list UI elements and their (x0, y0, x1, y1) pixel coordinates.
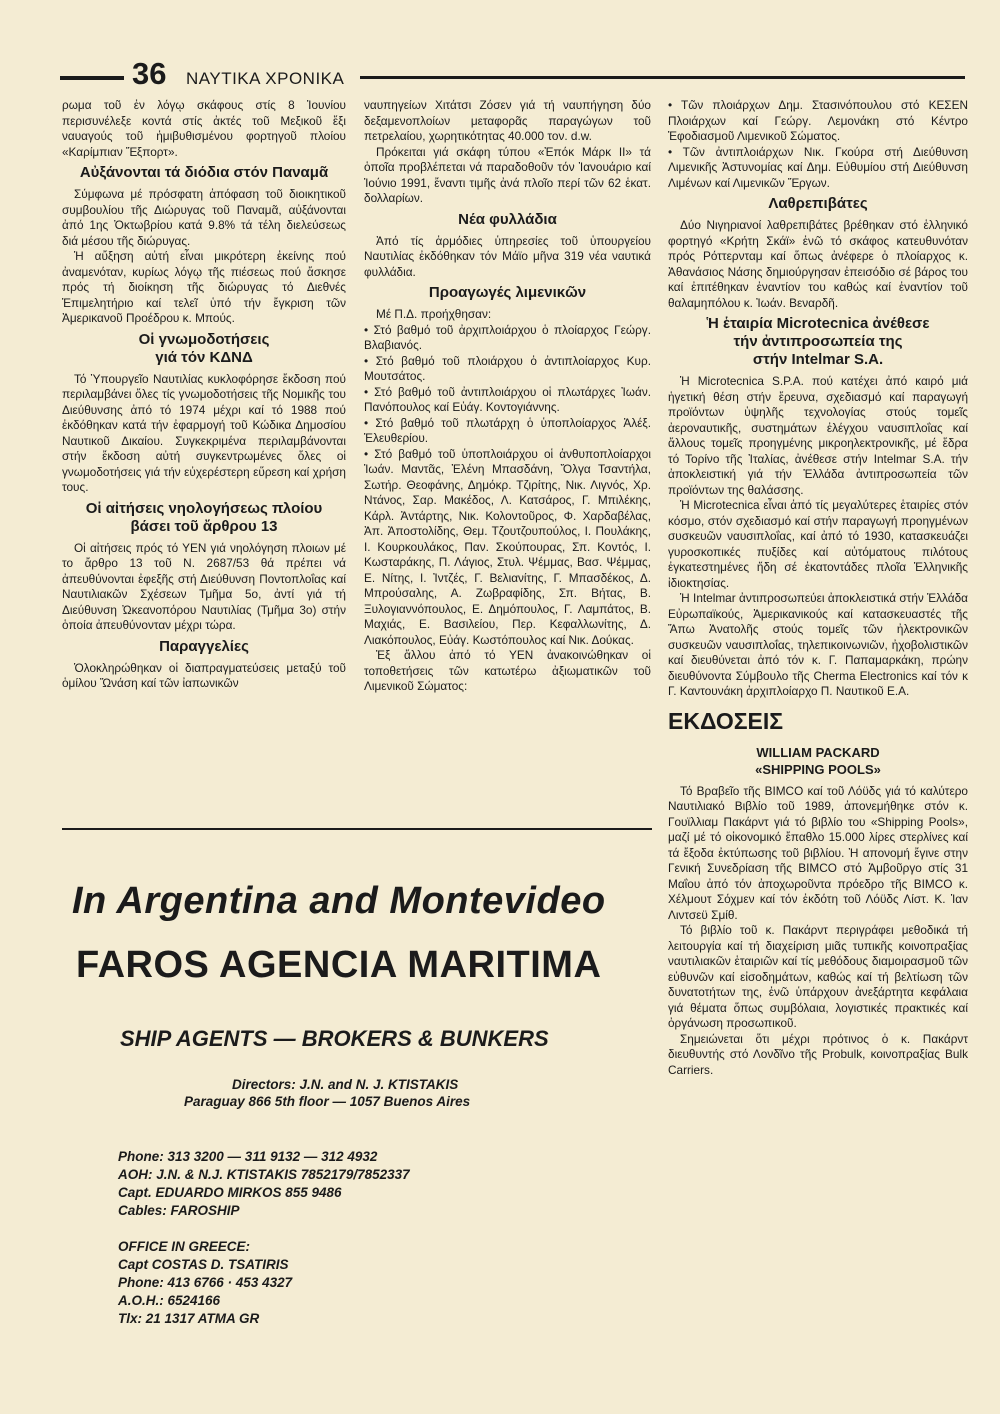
section-heading: Νέα φυλλάδια (458, 210, 557, 228)
paragraph: Σύμφωνα μέ πρόσφατη ἀπόφαση τοῦ διοικητικοῦ συμβουλίου τῆς Διώρυγας τοῦ Παναμᾶ, αὐξάνονται ἀπό 1ης Ὀκτωβρίου κατά 9.8% τά τέλη διελεύσεως διά μέσου τῆς διώρυγας. (62, 187, 346, 248)
ad-headline: In Argentina and Montevideo (72, 880, 606, 922)
paragraph: Ὁλοκληρώθηκαν οἱ διαπραγματεύσεις μεταξύ τοῦ ὁμίλου Ὤνάση καί τῶν ἰαπωνικῶν (62, 660, 346, 690)
heading-line: Οἱ γνωμοδοτήσεις (138, 330, 270, 348)
paragraph: Σημειώνεται ὅτι μέχρι πρότινος ὁ κ. Πακάρντ διευθυντής στό Λονδῖνο τῆς Probulk, κοινοπραξίας Bulk Carriers. (668, 1031, 968, 1077)
page-header (60, 56, 965, 92)
book-title: «SHIPPING POOLS» (755, 761, 881, 777)
section-heading (62, 500, 346, 536)
list-item: • Στό βαθμό τοῦ ὑποπλοιάρχου οἱ ἀνθυποπλοίαρχοι Ἰωάν. Μαντᾶς, Ἑλένη Μπασδάνη, Ὄλγα Τσαντήλα, Σωτήρ. Θεοφάνης, Δημόκρ. Τζιρίτης, Νικ. Λιγνός, Χρ. Ντάνος, Σαρ. Μακέδος, Λ. Κατσάρος, Γ. Μπιλέκης, Κάρλ. Ἀντάρτης, Νικ. Κολοντοῦρος, Φ. Χαρδαβέλας, Ἀπ. Ἀποστολίδης, Θεμ. Τζουτζουπούλος, Ι. Πουλάκης, Ι. Κουρκουλάκος, Παν. Σκούπουρας, Σπ. Κοντός, Ι. Κωσταράκης, Π. Λάγιος, Στυλ. Ψέμμας, Βασ. Ψέμμας, Ε. Νίτης, Ι. Ἰντζές, Γ. Βελιανίτης, Γ. Μπασδέκος, Δ. Μπρούσαλης, Α. Ζωβραφίδης, Σπ. Βήτας, Β. Ξυλογιαννόπουλος, Ε. Δημόπουλος, Γ. Λαμπάτος, Β. Μαχιάς, Ε. Βασιλείου, Περ. Κεφαλλωνίτης, Δ. Λιακόπουλος, Εὐάγ. Κωστόπουλος καί Νικ. Δούκας. (364, 447, 651, 649)
section-heading: Αὐξάνονται τά διόδια στόν Παναμᾶ (79, 164, 329, 181)
book-heading (668, 744, 968, 778)
ad-office-capt: Capt COSTAS D. TSATIRIS (118, 1257, 289, 1272)
list-item: • Στό βαθμό τοῦ πλωτάρχη ὁ ὑποπλοίαρχος Ἀλέξ. Ἐλευθερίου. (364, 416, 651, 447)
section-heading: Παραγγελίες (159, 637, 249, 655)
editions-heading: ΕΚΔΟΣΕΙΣ (668, 707, 784, 734)
paragraph: Μέ Π.Δ. προήχθησαν: (376, 307, 492, 321)
paragraph: Ἡ αὔξηση αὐτή εἶναι μικρότερη ἐκείνης πού ἀναμενόταν, κυρίως λόγῳ τῆς πιέσεως πού ἄσκησε πρός τή διοίκηση τῆς διώρυγας τό Διεθνές Ἐπιμελητήριο καί τελεῖ ὑπό τήν ἔγκριση τῶν Ἀμερικανοῦ Προέδρου κ. Μπούς. (62, 249, 346, 325)
ad-company-name: FAROS AGENCIA MARITIMA (76, 944, 602, 986)
section-heading (62, 331, 346, 367)
ad-aoh: AOH: J.N. & N.J. KTISTAKIS 7852179/7852337 (118, 1167, 410, 1182)
paragraph: Τό Ὑπουργεῖο Ναυτιλίας κυκλοφόρησε ἔκδοση πού περιλαμβάνει ὅλες τίς γνωμοδοτήσεις τῆς Νομικῆς του Διεύθυνσης ἀπό τό 1974 μέχρι καί τό 1988 πού ἐκδόθηκαν κατά τήν ἐφαρμογή τοῦ Κώδικα Δημοσίου Ναυτικοῦ Δικαίου. Συγκεκριμένα περιλαμβάνονται στήν ἔκδοση αὐτή συγκεντρωμένες ὅλες οἱ γνωμοδοτήσεις γιά τήν εὐχερέστερη εὕρεση καί χρήση τους. (62, 371, 346, 494)
paragraph: ναυπηγείων Χιτάτσι Ζόσεν γιά τή ναυπήγηση δύο δεξαμενοπλοίων μεταφορᾶς παραγώγων τοῦ πετρελαίου, χωρητικότητας 40.000 τον. d.w. (364, 98, 651, 143)
list-item: • Στό βαθμό τοῦ ἀντιπλοιάρχου οἱ πλωτάρχες Ἰωάν. Πανόπουλος καί Εὐάγ. Κοντογιάννης. (364, 385, 651, 416)
ad-office-tlx: Tlx: 21 1317 ATMA GR (118, 1311, 260, 1326)
list-item: • Στό βαθμό τοῦ πλοιάρχου ὁ ἀντιπλοίαρχος Κυρ. Μουτσάτος. (364, 354, 651, 385)
paragraph: Ἡ Microtecnica εἶναι ἀπό τίς μεγαλύτερες ἑταιρίες στόν κόσμο, στόν σχεδιασμό καί στήν παραγωγή προηγμένων συσκευῶν ναυσιπλοΐας, καί ἀπό τό 1930, κατασκευάζει γυροσκοπικές πυξίδες καί αὐτόματους πιλότους ἐγκατεστημένες ἤδη σέ ἑκατοντάδες πλοῖα Ἑλληνικῆς ἰδιοκτησίας. (668, 498, 968, 590)
paragraph: Οἱ αἰτήσεις πρός τό ΥΕΝ γιά νηολόγηση πλοιων μέ το ἄρθρο 13 τοῦ Ν. 2687/53 θά πρέπει νά ἀπευθύνονται ἐφεξῆς στή Διεύθυνση Ποντοπλοΐας καί Ναυτιλιακῶν Σχέσεων Τμῆμα 5ο, ἀντί γιά τή Διεύθυνση Ὠκεανοπόρου Ναυτιλίας (Τμῆμα 3ο) στήν ὁποία ἀπευθύνονταν μέχρι τώρα. (62, 540, 346, 632)
ad-office-phone: Phone: 413 6766 · 453 4327 (118, 1275, 293, 1290)
ad-cables: Cables: FAROSHIP (118, 1203, 240, 1218)
section-heading (668, 315, 968, 369)
list-item: • Στό βαθμό τοῦ ἀρχιπλοιάρχου ὁ πλοίαρχος Γεώργ. Βλαβιανός. (364, 323, 651, 354)
paragraph: Ἡ Intelmar ἀντιπροσωπεύει ἀποκλειστικά στήν Ἑλλάδα Εὐρωπαϊκούς, Ἀμερικανικούς καί κατασκευαστές τῆς Ἄπω Ἀνατολῆς στούς τομεῖς τῶν ἠλεκτρονικῶν συσκευῶν ναυσιπλοΐας, τηλεπικοινωνιῶν, ἠχοβολιστικῶν καί διευθύνεται ἀπό τόν κ. Γ. Παπαμαρκάκη, πρώην διευθύνοντα Σύμβουλο τῆς Cherma Electronics καί τόν κ Γ. Καντουνάκη ἀρχιπλοίαρχο Π. Ναυτικοῦ Ε.Α. (668, 591, 968, 698)
ad-address: Paraguay 866 5th floor — 1057 Buenos Aires (184, 1094, 471, 1109)
list-item: • Τῶν πλοιάρχων Δημ. Στασινόπουλου στό ΚΕΣΕΝ Πλοιάρχων καί Γεώργ. Λεμονάκη στό Κέντρο Ἐφοδιασμοῦ Λιμενικοῦ Σώματος. (668, 98, 968, 145)
paragraph: Δύο Νιγηριανοί λαθρεπιβάτες βρέθηκαν στό ἑλληνικό φορτηγό «Κρήτη Σκάϊ» ἐνῶ τό σκάφος κατευθυνόταν πρός Ρόττερνταμ καί ὅπως ἀνέφερε ὁ πλοίαρχος κ. Ἀθανάσιος Νάσης δημιούργησαν ἐπεισόδιο σέ βάρος του καί ἐπιτέθηκαν ἐναντίον του καθώς καί ἐναντίον τοῦ θαλαμηπόλου κ. Ἰωάν. Βεναρδῆ. (668, 218, 968, 310)
section-heading: Λαθρεπιβάτες (768, 195, 868, 212)
paragraph: Ἡ Microtecnica S.P.A. πού κατέχει ἀπό καιρό μιά ἡγετική θέση στήν ἔρευνα, σχεδιασμό καί παραγωγή προϊόντων ὑψηλῆς τεχνολογίας στούς τομεῖς ἀεροναυτικῆς, συστημάτων ἐλέγχου ναυσιπλοΐας καί ἄλλους τομεῖς προηγμένης μικροηλεκτρονικῆς, μέ ἕδρα τό Τορίνο τῆς Ἰταλίας, ἀνέθεσε στήν Intelmar S.A. τήν ἀποκλειστική γιά τήν Ἑλλάδα ἀντιπροσωπεία τῶν προϊόντων της θαλάσσης. (668, 374, 968, 497)
heading-line: Ἡ ἑταιρία Microtecnica ἀνέθεσε (706, 315, 930, 332)
paragraph: ρωμα τοῦ ἐν λόγῳ σκάφους στίς 8 Ἰουνίου περισυνέλεξε κοντά στίς ἀκτές τοῦ Μεξικοῦ ἕξι ναυαγούς τοῦ ἡμιβυθισμένου φορτηγοῦ πλοίου «Καρίμπιαν Ἔξπορτ». (62, 98, 346, 159)
ad-directors: Directors: J.N. and N. J. KTISTAKIS (232, 1077, 459, 1092)
paragraph: Πρόκειται γιά σκάφη τύπου «Ἐπόκ Μάρκ ΙΙ» τά ὁποῖα προβλέπεται νά παραδοθοῦν τόν Ἰανουάριο καί Ἰούνιο 1991, ἔναντι τιμῆς ἀνά πλοῖο περί τῶν 62 ἑκατ. δολλαρίων. (364, 144, 651, 205)
column-3 (668, 98, 968, 1078)
page-number: 36 (132, 56, 167, 91)
heading-line: στήν Intelmar S.A. (752, 351, 884, 368)
heading-line: γιά τόν ΚΔΝΔ (155, 348, 253, 366)
promotion-list (364, 323, 651, 649)
list-item: • Τῶν ἀντιπλοιάρχων Νικ. Γκούρα στή Διεύθυνση Λιμενικῆς Ἀστυνομίας καί Δημ. Εὐθυμίου στή Διεύθυνση Λιμένων καί Λιμενικῶν Ἔργων. (668, 145, 968, 192)
section-heading: Προαγωγές λιμενικῶν (428, 284, 587, 301)
paragraph: Τό βιβλίο τοῦ κ. Πακάρντ περιγράφει μεθοδικά τή λειτουργία καί τή διαχείριση μιᾶς τυπικῆς κοινοπραξίας ναυτιλιακῶν ἑταιριῶν καί τίς μεθόδους διαμοιρασμοῦ τῶν εὐθυνῶν καί εἰσοδημάτων, καθώς καί τή βελτίωση τῶν δυνατοτήτων της, ἐνῶ ὑπάρχουν ἀνεξάρτητα κεφάλαια γιά θέματα ὅπως συμβόλαια, λογιστικές πρακτικές καί ὀργάνωση προσωπικοῦ. (668, 923, 968, 1030)
faros-advertisement (62, 838, 652, 1398)
column-2 (364, 98, 651, 695)
paragraph: Τό Βραβεῖο τῆς BIMCO καί τοῦ Λόϋδς γιά τό καλύτερο Ναυτιλιακό Βιβλίο τοῦ 1989, ἀπονεμήθηκε στόν κ. Γουϊλλιαμ Πακάρντ γιά τό βιβλίο του «Shipping Pools», μαζί μέ τό οἰκονομικό ἔπαθλο 15.000 λίρες στερλίνες καί τά ἔξοδα ἐκτύπωσης τοῦ βιβλίου. Ἡ απονομή ἔγινε στην Γενική Συνεδρίαση τῆς BIMCO στό Ἀμβοῦργο στίς 31 Μαΐου ἀπό τόν ἀποχωροῦντα πρόεδρο τῆς BIMCO κ. Χέλμουτ Σόχμεν καί τόν ἐκδότη τοῦ Λόϋδς Λίστ. Κ. Ἰαν Λιντσεϋ Σμίθ. (668, 783, 968, 922)
placement-list (668, 98, 968, 191)
heading-line: βάσει τοῦ ἄρθρου 13 (130, 517, 278, 535)
header-rule-left (60, 76, 124, 80)
ad-capt: Capt. EDUARDO MIRKOS 855 9486 (118, 1185, 342, 1200)
ad-office-title: OFFICE IN GREECE: (118, 1239, 251, 1254)
paragraph: Ἐξ ἄλλου ἀπό τό ΥΕΝ ἀνακοινώθηκαν οἱ τοποθετήσεις τῶν κατωτέρω ἀξιωματικῶν τοῦ Λιμενικοῦ Σώματος: (364, 648, 651, 693)
advert-separator (62, 828, 652, 830)
ad-services: SHIP AGENTS — BROKERS & BUNKERS (120, 1026, 549, 1051)
heading-line: Οἱ αἰτήσεις νηολογήσεως πλοίου (85, 499, 323, 517)
book-author: WILLIAM PACKARD (756, 744, 880, 760)
column-1 (62, 98, 346, 692)
paragraph: Ἀπό τίς ἁρμόδιες ὑπηρεσίες τοῦ ὑπουργείου Ναυτιλίας ἐκδόθηκαν τόν Μάϊο μῆνα 319 νέα ναυτικά φυλλάδια. (364, 233, 651, 279)
heading-line: τήν ἀντιπροσωπεία της (733, 333, 903, 350)
ad-phone: Phone: 313 3200 — 311 9132 — 312 4932 (118, 1149, 378, 1164)
publication-title: ΝΑΥΤΙΚΑ ΧΡΟΝΙΚΑ (186, 69, 345, 88)
header-rule-right (360, 76, 965, 79)
ad-office-aoh: A.O.H.: 6524166 (118, 1293, 221, 1308)
ad-contacts (118, 1148, 410, 1328)
